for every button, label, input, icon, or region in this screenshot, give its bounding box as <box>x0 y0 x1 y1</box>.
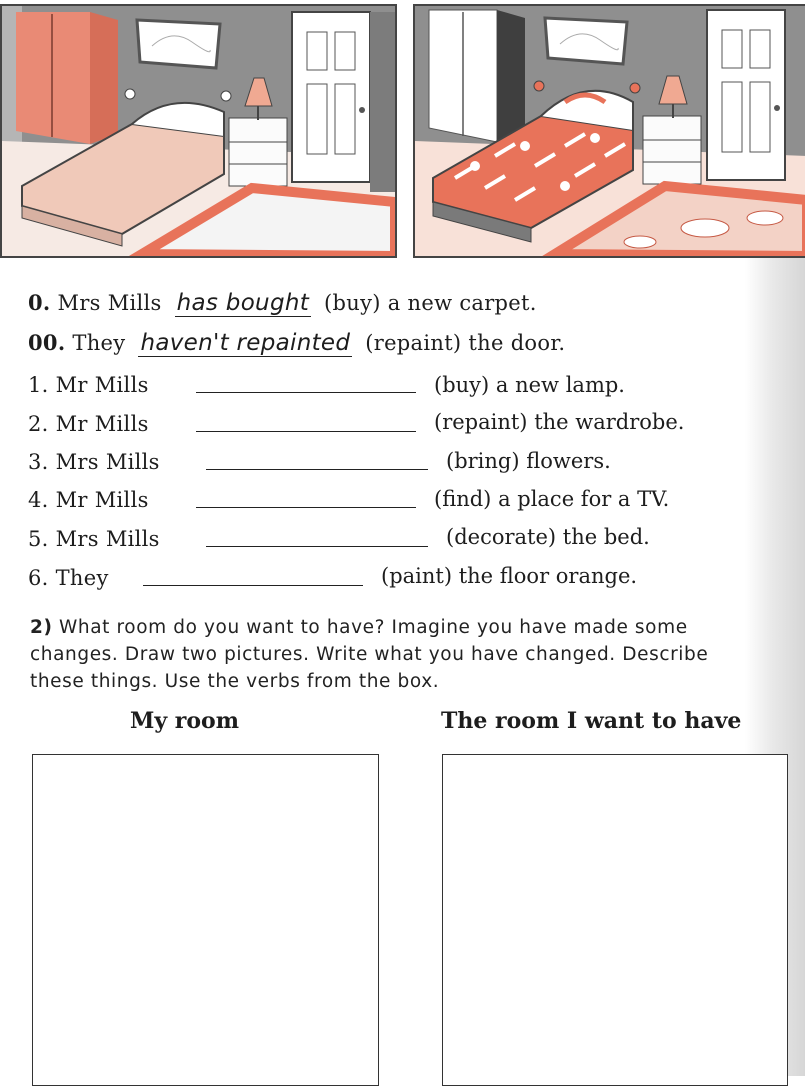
item-verb-6 <box>381 561 637 591</box>
example-number: 00. <box>28 330 66 355</box>
example-subject: They <box>72 331 126 355</box>
item-number: 2. <box>28 412 49 436</box>
item-rest: a new lamp. <box>495 373 625 397</box>
example-rest: a new carpet. <box>387 291 537 315</box>
item-subject: Mrs Mills <box>55 450 160 474</box>
item-verb: (decorate) <box>446 525 557 549</box>
item-verb: (buy) <box>434 373 490 397</box>
item-verb-5 <box>446 522 650 552</box>
item-rest: flowers. <box>526 449 611 473</box>
answer-blank-5[interactable] <box>206 546 428 547</box>
exercise-2-number: 2) <box>30 617 53 638</box>
item-verb: (repaint) <box>434 410 528 434</box>
exercise-2-text: What room do you want to have? Imagine you have made some changes. Draw two pictures. Write what you have changed. Describe these things. Use the verbs from the box. <box>30 617 709 692</box>
example-verb: (repaint) <box>365 331 462 355</box>
item-number: 1. <box>28 373 49 397</box>
drawing-box-room-i-want[interactable] <box>442 754 788 1086</box>
example-answer: has bought <box>176 290 310 316</box>
item-subject: They <box>55 566 109 590</box>
example-number: 0. <box>28 290 51 315</box>
example-subject: Mrs Mills <box>57 291 162 315</box>
example-line-00 <box>28 328 565 358</box>
item-verb-2 <box>434 407 684 437</box>
answer-blank-4[interactable] <box>196 507 416 508</box>
item-rest: the bed. <box>562 525 650 549</box>
heading-room-i-want: The room I want to have <box>441 708 742 734</box>
exercise-item-2 <box>28 409 149 439</box>
answer-blank-2[interactable] <box>196 431 416 432</box>
illustration-room-before <box>0 4 397 258</box>
example-verb: (buy) <box>324 291 381 315</box>
item-verb-3 <box>446 446 611 476</box>
item-number: 6. <box>28 566 49 590</box>
item-subject: Mr Mills <box>55 373 149 397</box>
example-line-0 <box>28 288 537 318</box>
exercise-item-1 <box>28 370 149 400</box>
illustration-room-after <box>413 4 805 258</box>
item-number: 4. <box>28 488 49 512</box>
answer-blank-3[interactable] <box>206 469 428 470</box>
item-verb: (find) <box>434 487 492 511</box>
item-verb-4 <box>434 484 669 514</box>
exercise-item-6 <box>28 563 109 593</box>
item-subject: Mr Mills <box>55 488 149 512</box>
item-rest: the wardrobe. <box>534 410 685 434</box>
item-subject: Mr Mills <box>55 412 149 436</box>
item-number: 5. <box>28 527 49 551</box>
exercise-item-5 <box>28 524 160 554</box>
drawing-box-my-room[interactable] <box>32 754 379 1086</box>
exercise-2-instruction <box>30 614 730 695</box>
answer-blank-6[interactable] <box>143 585 363 586</box>
item-verb: (bring) <box>446 449 520 473</box>
item-number: 3. <box>28 450 49 474</box>
item-subject: Mrs Mills <box>55 527 160 551</box>
answer-blank-1[interactable] <box>196 392 416 393</box>
example-answer: haven't repainted <box>140 330 351 356</box>
exercise-item-4 <box>28 485 149 515</box>
item-rest: a place for a TV. <box>498 487 670 511</box>
item-verb-1 <box>434 370 625 400</box>
heading-my-room: My room <box>130 708 240 734</box>
item-verb: (paint) <box>381 564 453 588</box>
item-rest: the floor orange. <box>458 564 638 588</box>
example-rest: the door. <box>468 331 566 355</box>
exercise-item-3 <box>28 447 160 477</box>
